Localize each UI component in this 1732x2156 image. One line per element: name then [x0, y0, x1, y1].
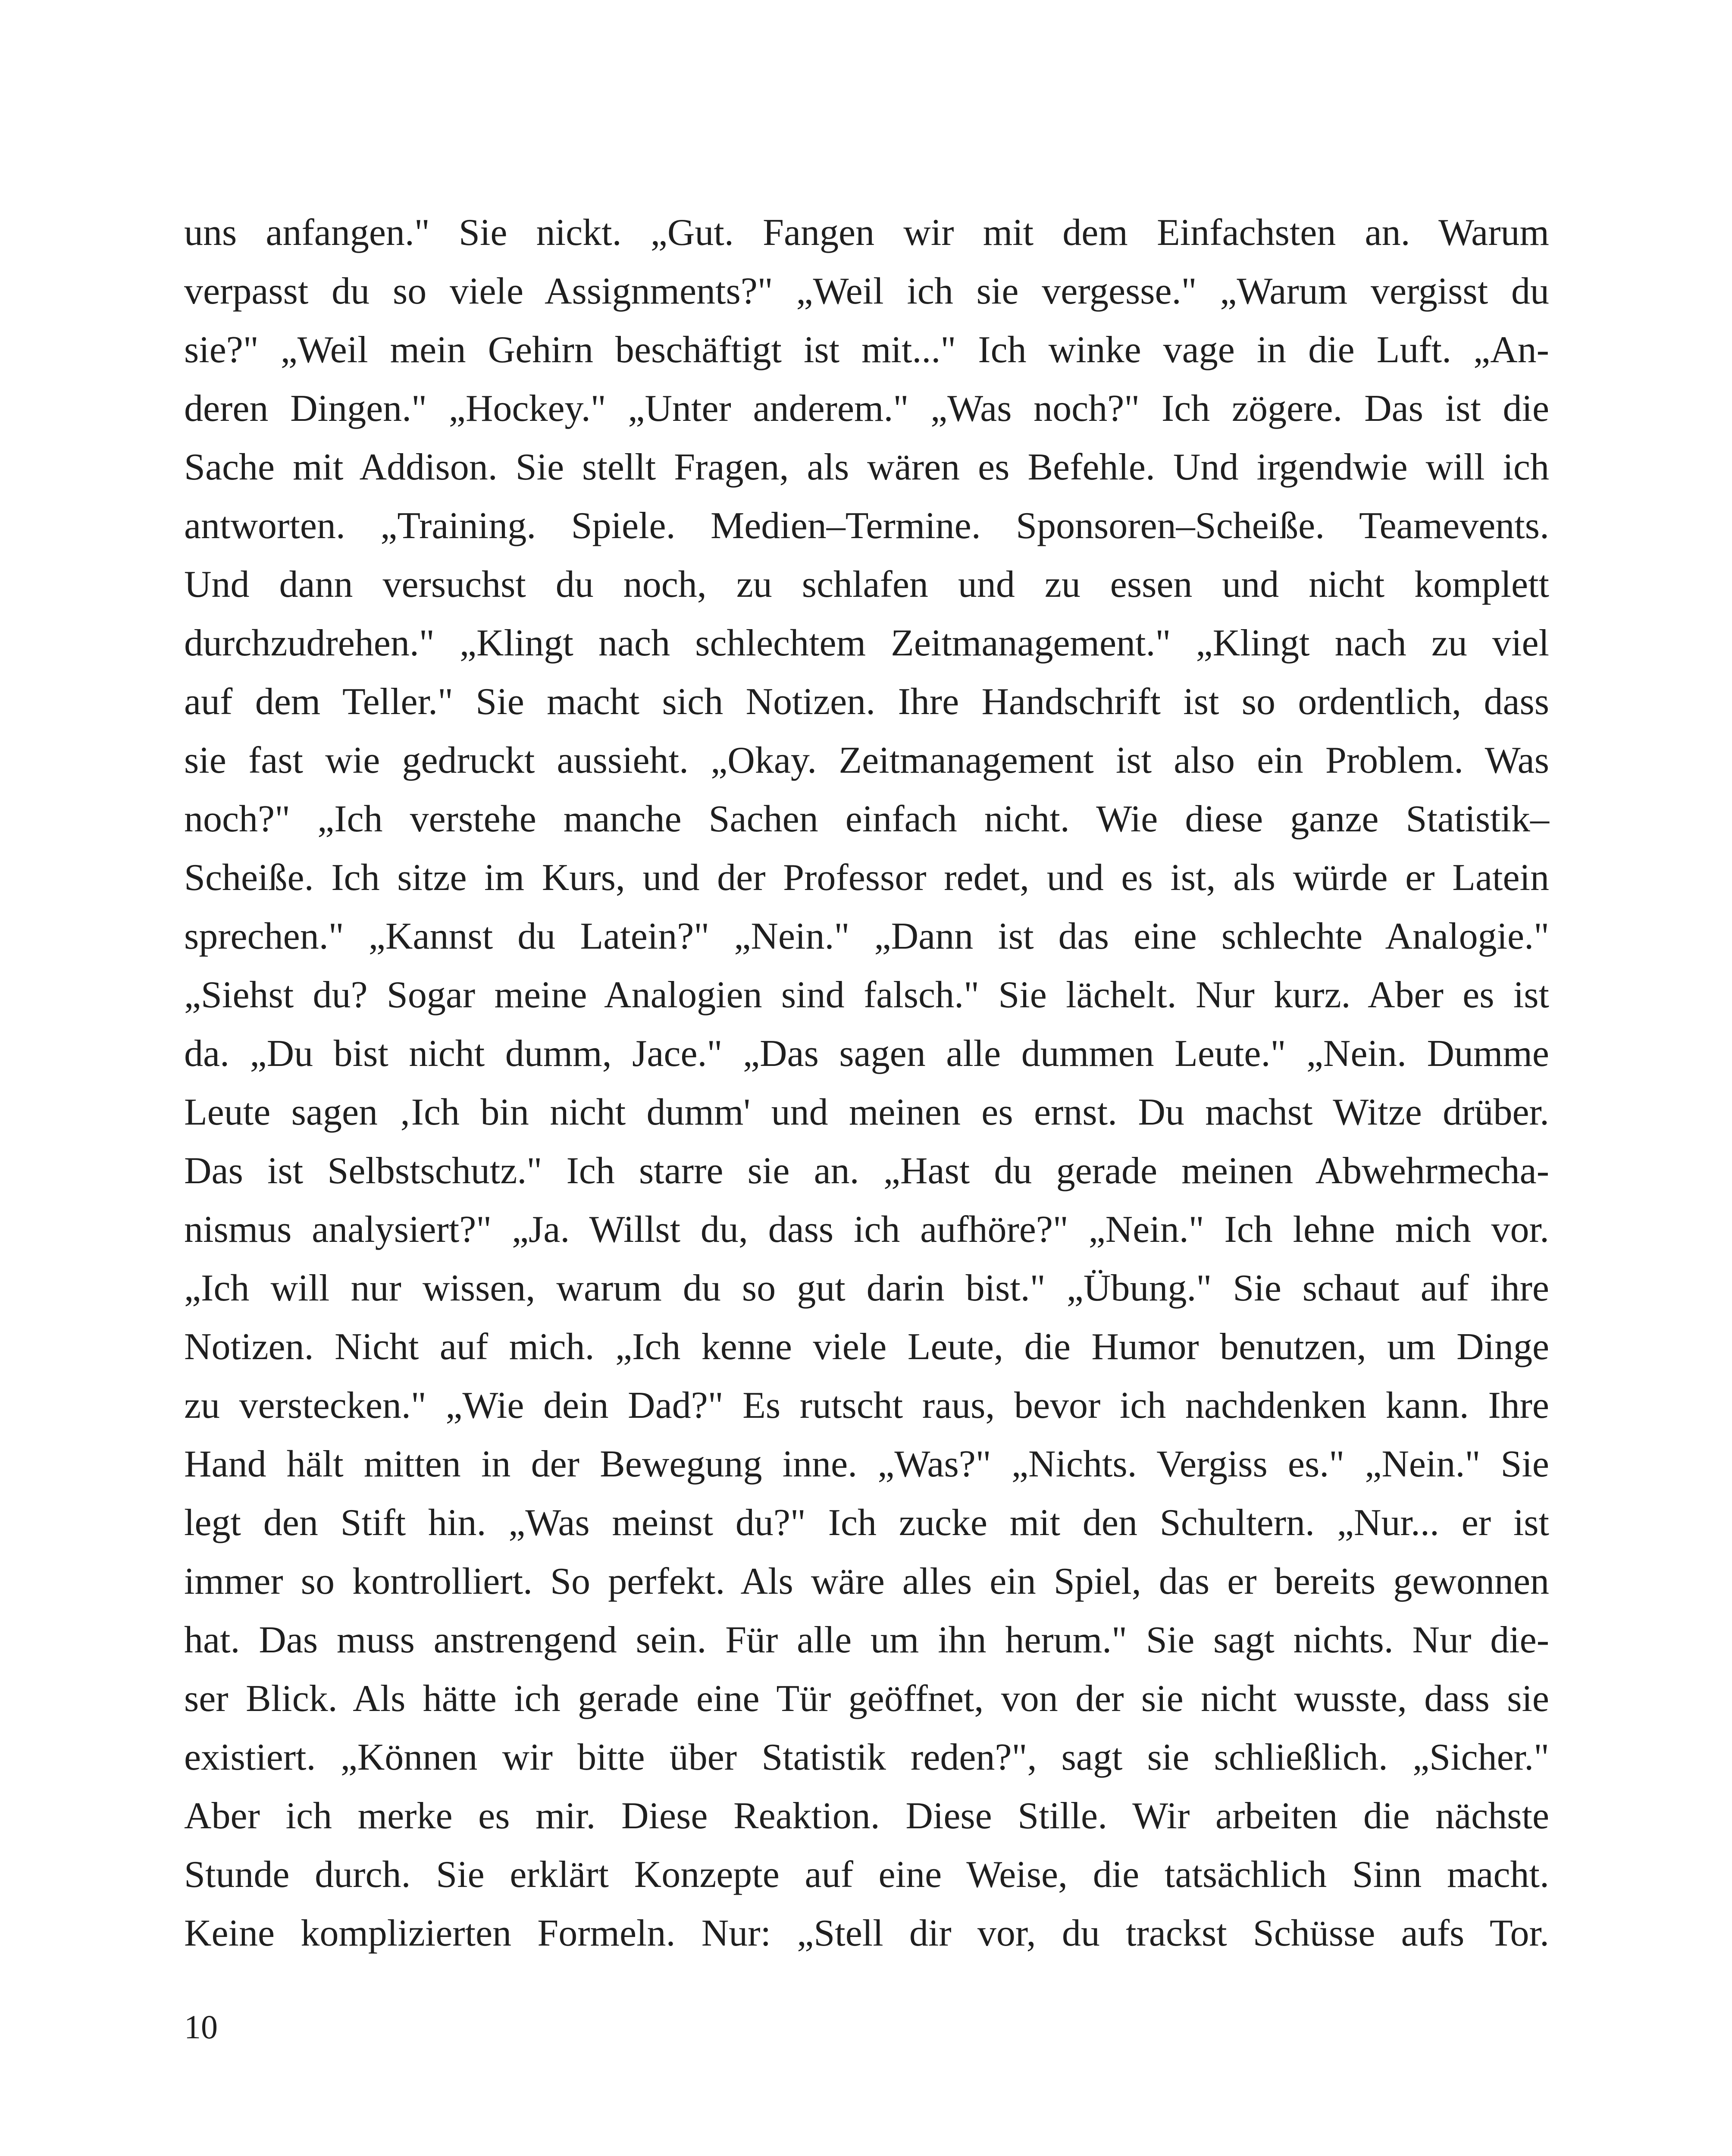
text-line: immer so kontrolliert. So perfekt. Als wäre alles ein Spiel, das er bereits gewonnen	[184, 1561, 1549, 1602]
text-line: Sache mit Addison. Sie stellt Fragen, als wären es Befehle. Und irgendwie will ich	[184, 446, 1549, 488]
text-line: Keine komplizierten Formeln. Nur: „Stell dir vor, du trackst Schüsse aufs Tor.	[184, 1912, 1549, 1954]
text-line: legt den Stift hin. „Was meinst du?" Ich zucke mit den Schultern. „Nur... er ist	[184, 1502, 1549, 1544]
text-line: sie fast wie gedruckt aussieht. „Okay. Zeitmanagement ist also ein Problem. Was	[184, 740, 1549, 781]
text-line: Und dann versuchst du noch, zu schlafen und zu essen und nicht komplett	[184, 564, 1549, 605]
text-line: uns anfangen." Sie nickt. „Gut. Fangen wir mit dem Einfachsten an. Warum	[184, 212, 1549, 254]
text-line: deren Dingen." „Hockey." „Unter anderem." „Was noch?" Ich zögere. Das ist die	[184, 388, 1549, 429]
text-line: da. „Du bist nicht dumm, Jace." „Das sagen alle dummen Leute." „Nein. Dumme	[184, 1033, 1549, 1075]
text-line: ser Blick. Als hätte ich gerade eine Tür geöffnet, von der sie nicht wusste, dass sie	[184, 1678, 1549, 1720]
text-line: hat. Das muss anstrengend sein. Für alle um ihn herum." Sie sagt nichts. Nur die-	[184, 1619, 1549, 1661]
text-line: Stunde durch. Sie erklärt Konzepte auf eine Weise, die tatsächlich Sinn macht.	[184, 1854, 1549, 1896]
text-line: sprechen." „Kannst du Latein?" „Nein." „Dann ist das eine schlechte Analogie."	[184, 915, 1549, 957]
text-line: nismus analysiert?" „Ja. Willst du, dass ich aufhöre?" „Nein." Ich lehne mich vor.	[184, 1209, 1549, 1250]
text-line: „Ich will nur wissen, warum du so gut darin bist." „Übung." Sie schaut auf ihre	[184, 1267, 1549, 1309]
text-line: sie?" „Weil mein Gehirn beschäftigt ist mit..." Ich winke vage in die Luft. „An-	[184, 329, 1549, 371]
text-line: noch?" „Ich verstehe manche Sachen einfach nicht. Wie diese ganze Statistik–	[184, 798, 1549, 840]
text-line: durchzudrehen." „Klingt nach schlechtem Zeitmanagement." „Klingt nach zu viel	[184, 622, 1549, 664]
text-line: verpasst du so viele Assignments?" „Weil ich sie vergesse." „Warum vergisst du	[184, 270, 1549, 312]
text-line: Hand hält mitten in der Bewegung inne. „Was?" „Nichts. Vergiss es." „Nein." Sie	[184, 1443, 1549, 1485]
text-line: „Siehst du? Sogar meine Analogien sind falsch." Sie lächelt. Nur kurz. Aber es ist	[184, 974, 1549, 1016]
text-line: Notizen. Nicht auf mich. „Ich kenne viele Leute, die Humor benutzen, um Dinge	[184, 1326, 1549, 1368]
text-line: zu verstecken." „Wie dein Dad?" Es rutscht raus, bevor ich nachdenken kann. Ihre	[184, 1385, 1549, 1426]
text-line: Das ist Selbstschutz." Ich starre sie an. „Hast du gerade meinen Abwehrmecha-	[184, 1150, 1549, 1192]
body-text	[184, 204, 1549, 1963]
text-line: Scheiße. Ich sitze im Kurs, und der Professor redet, und es ist, als würde er Latein	[184, 857, 1549, 899]
text-line: Aber ich merke es mir. Diese Reaktion. Diese Stille. Wir arbeiten die nächste	[184, 1795, 1549, 1837]
text-line: auf dem Teller." Sie macht sich Notizen. Ihre Handschrift ist so ordentlich, dass	[184, 681, 1549, 723]
text-line: Leute sagen ‚Ich bin nicht dumm' und meinen es ernst. Du machst Witze drüber.	[184, 1091, 1549, 1133]
text-line: antworten. „Training. Spiele. Medien–Termine. Sponsoren–Scheiße. Teamevents.	[184, 505, 1549, 547]
page-number: 10	[184, 2008, 218, 2046]
text-line: existiert. „Können wir bitte über Statistik reden?", sagt sie schließlich. „Sicher."	[184, 1736, 1549, 1778]
